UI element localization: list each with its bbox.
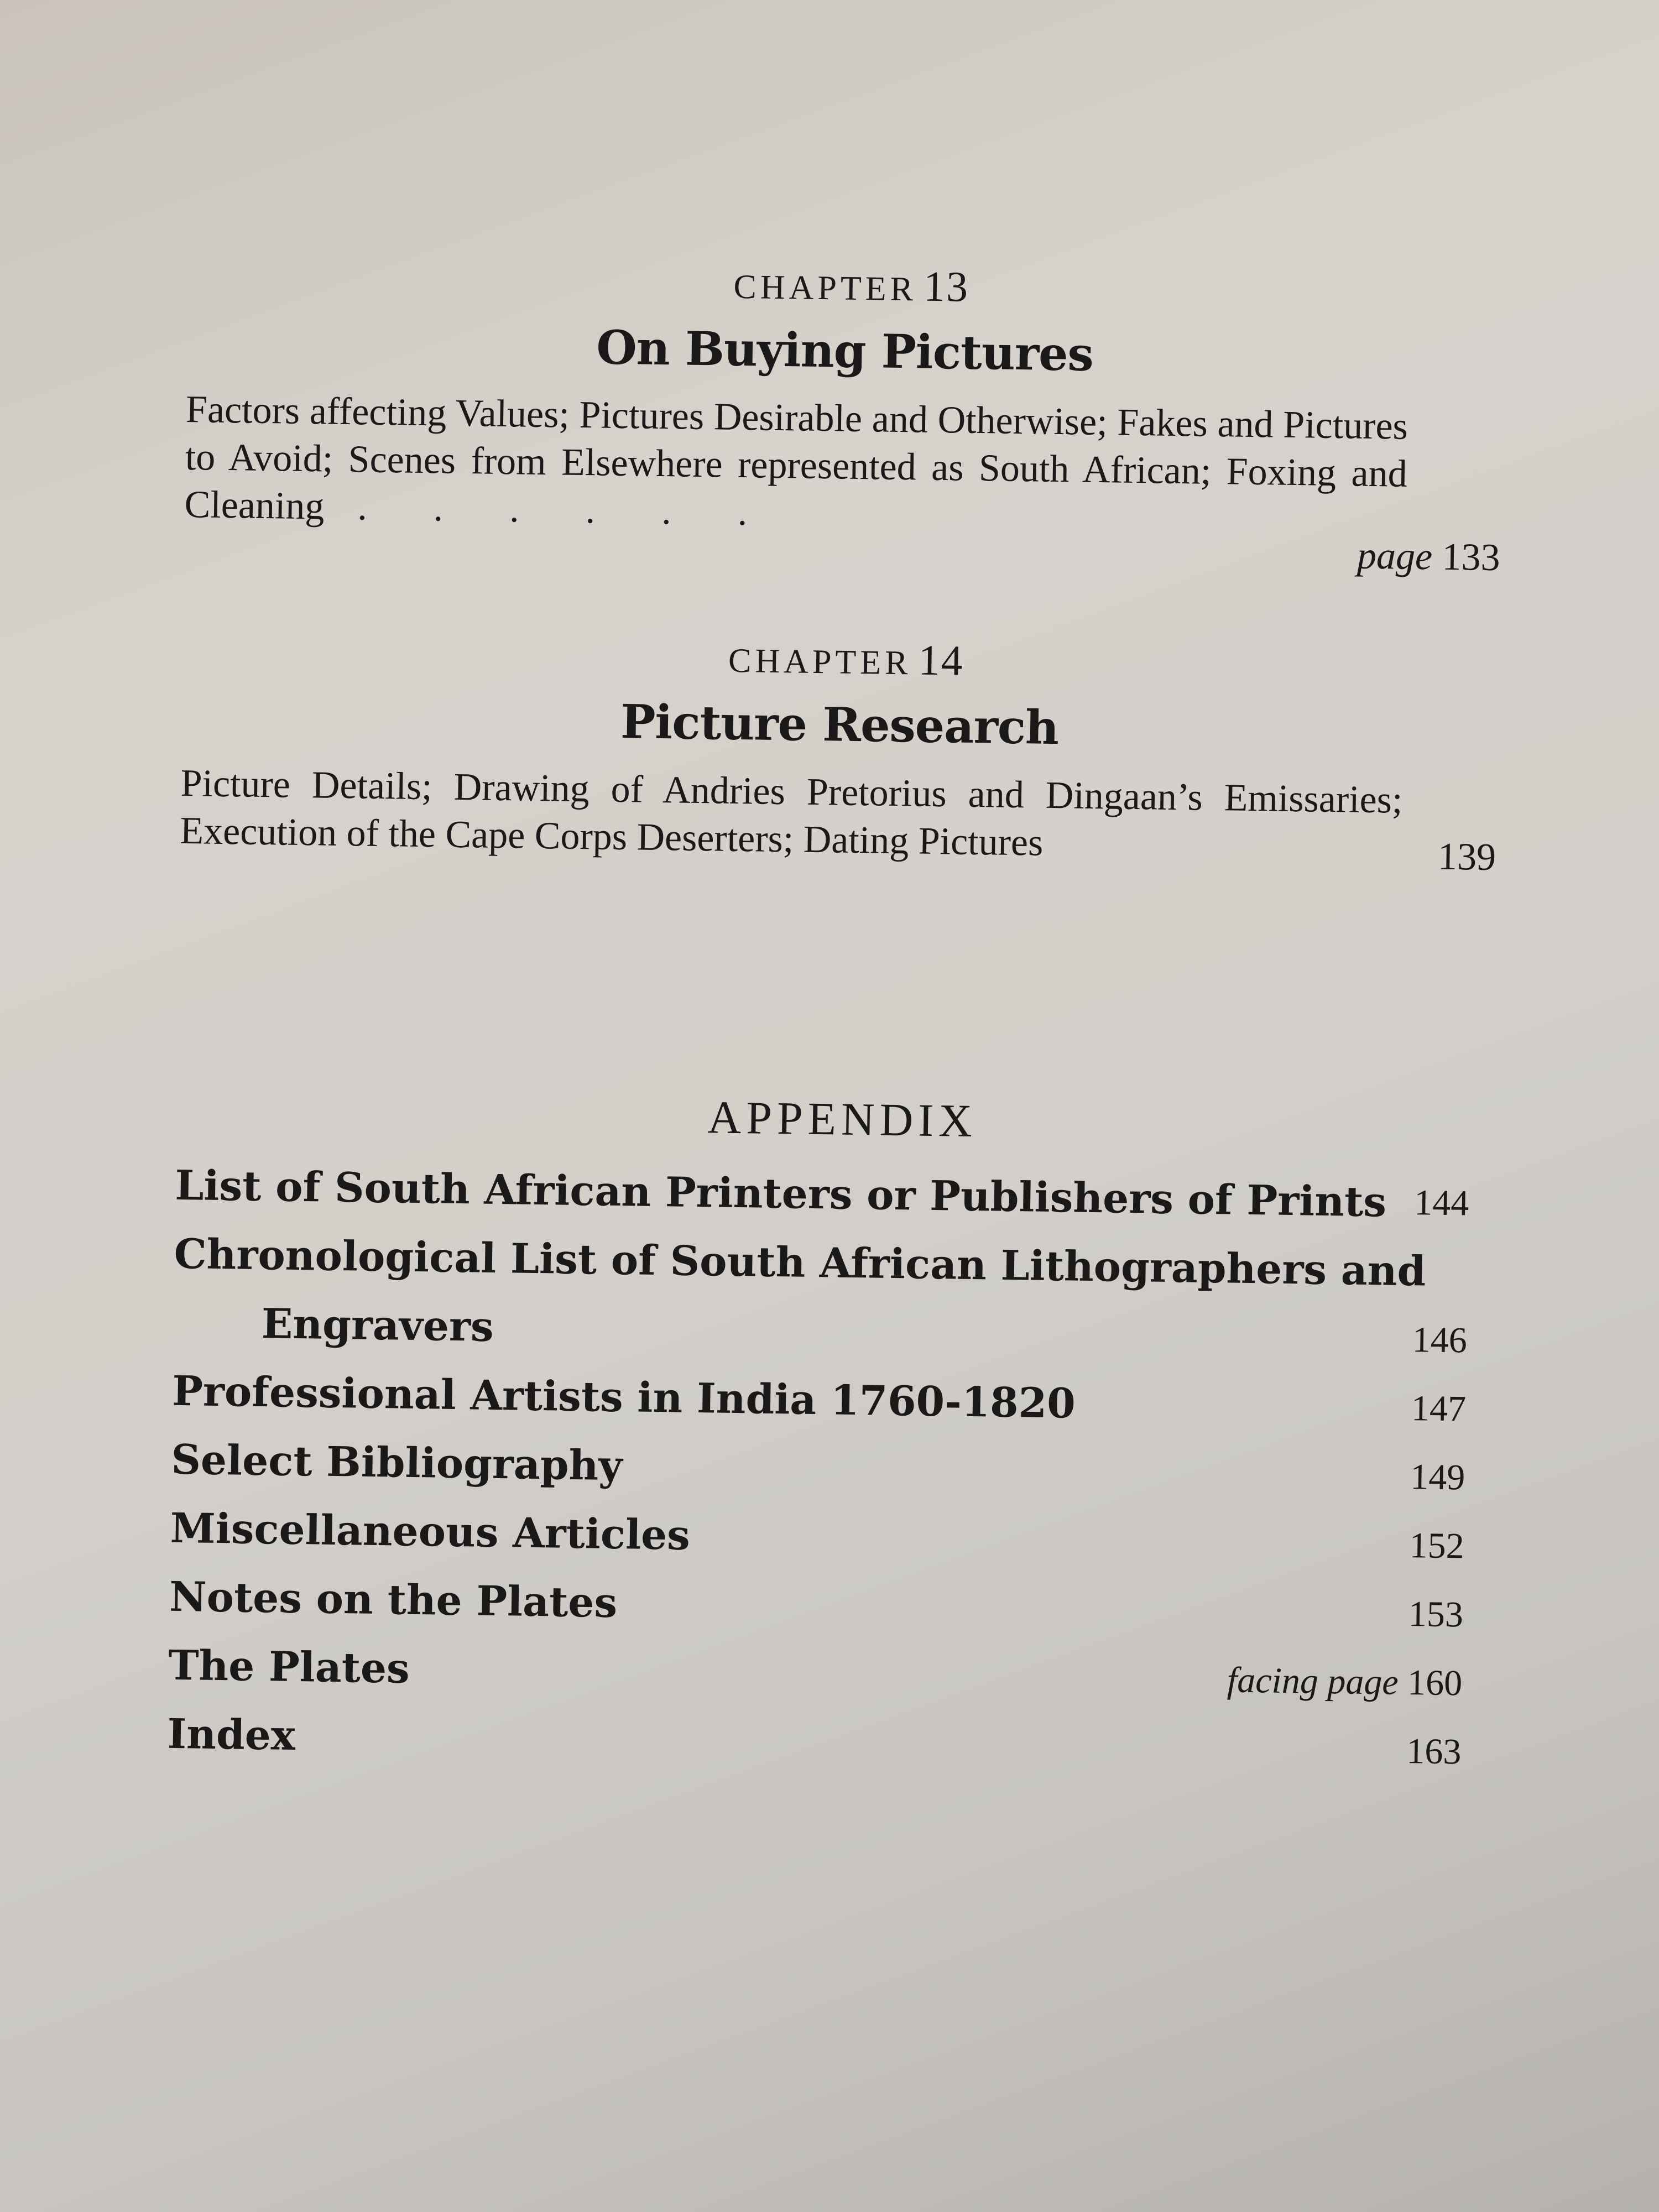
chapter-page-number: 139 — [1437, 835, 1496, 879]
chapter-title: Picture Research — [620, 694, 1059, 755]
chapter-14-entry — [179, 628, 1499, 879]
dot-leader: ...... — [357, 486, 814, 535]
appendix-item-title: The Plates — [168, 1641, 410, 1693]
appendix-item-title: Select Bibliography — [170, 1436, 623, 1490]
chapter-13-entry — [184, 254, 1504, 580]
chapter-number: 13 — [923, 262, 969, 311]
appendix-item-page: 144 — [1413, 1182, 1469, 1224]
appendix-item-title: Professional Artists in India 1760-1820 — [171, 1367, 1076, 1428]
chapter-description: Factors affecting Values; Pictures Desirable and Otherwise; Fakes and Pictures to Avoid; Scenes from Elsewhere represented as South African; Foxing and Cleaning ...... — [184, 386, 1408, 546]
chapter-label: CHAPTER 14 — [728, 635, 964, 685]
appendix-item-title: List of South African Printers or Publishers of Prints — [174, 1161, 1387, 1227]
appendix-item-title-continued: Engravers — [261, 1300, 494, 1351]
contents-text — [167, 254, 1504, 1787]
appendix-heading: APPENDIX — [707, 1092, 978, 1147]
chapter-label: CHAPTER 13 — [733, 262, 969, 311]
page-prefix: facing page — [1227, 1660, 1399, 1703]
page-word: page — [1357, 534, 1433, 578]
appendix-section — [167, 1087, 1493, 1787]
appendix-item-title: Index — [167, 1710, 296, 1760]
appendix-item-page: 146 — [1412, 1319, 1468, 1361]
appendix-item-page: 153 — [1408, 1594, 1464, 1635]
appendix-item-page: 149 — [1410, 1457, 1465, 1498]
appendix-item-title: Miscellaneous Articles — [170, 1504, 691, 1559]
chapter-number: 14 — [918, 635, 964, 685]
chapter-title: On Buying Pictures — [596, 320, 1094, 382]
chapter-page-number: page 133 — [1357, 534, 1501, 580]
appendix-item-page: 152 — [1409, 1525, 1465, 1567]
appendix-item-page: 163 — [1406, 1731, 1462, 1772]
appendix-list — [167, 1151, 1491, 1787]
appendix-item-title: Chronological List of South African Lithographers and — [174, 1230, 1426, 1296]
appendix-item — [173, 1220, 1490, 1375]
appendix-item-page: facing page 160 — [1227, 1660, 1463, 1704]
chapter-description: Picture Details; Drawing of Andries Pretorius and Dingaan’s Emissaries; Execution of the Cape Corps Deserters; Dating Pictures — [179, 761, 1403, 864]
appendix-item-page: 147 — [1411, 1388, 1467, 1430]
appendix-item-title: Notes on the Plates — [169, 1573, 618, 1627]
